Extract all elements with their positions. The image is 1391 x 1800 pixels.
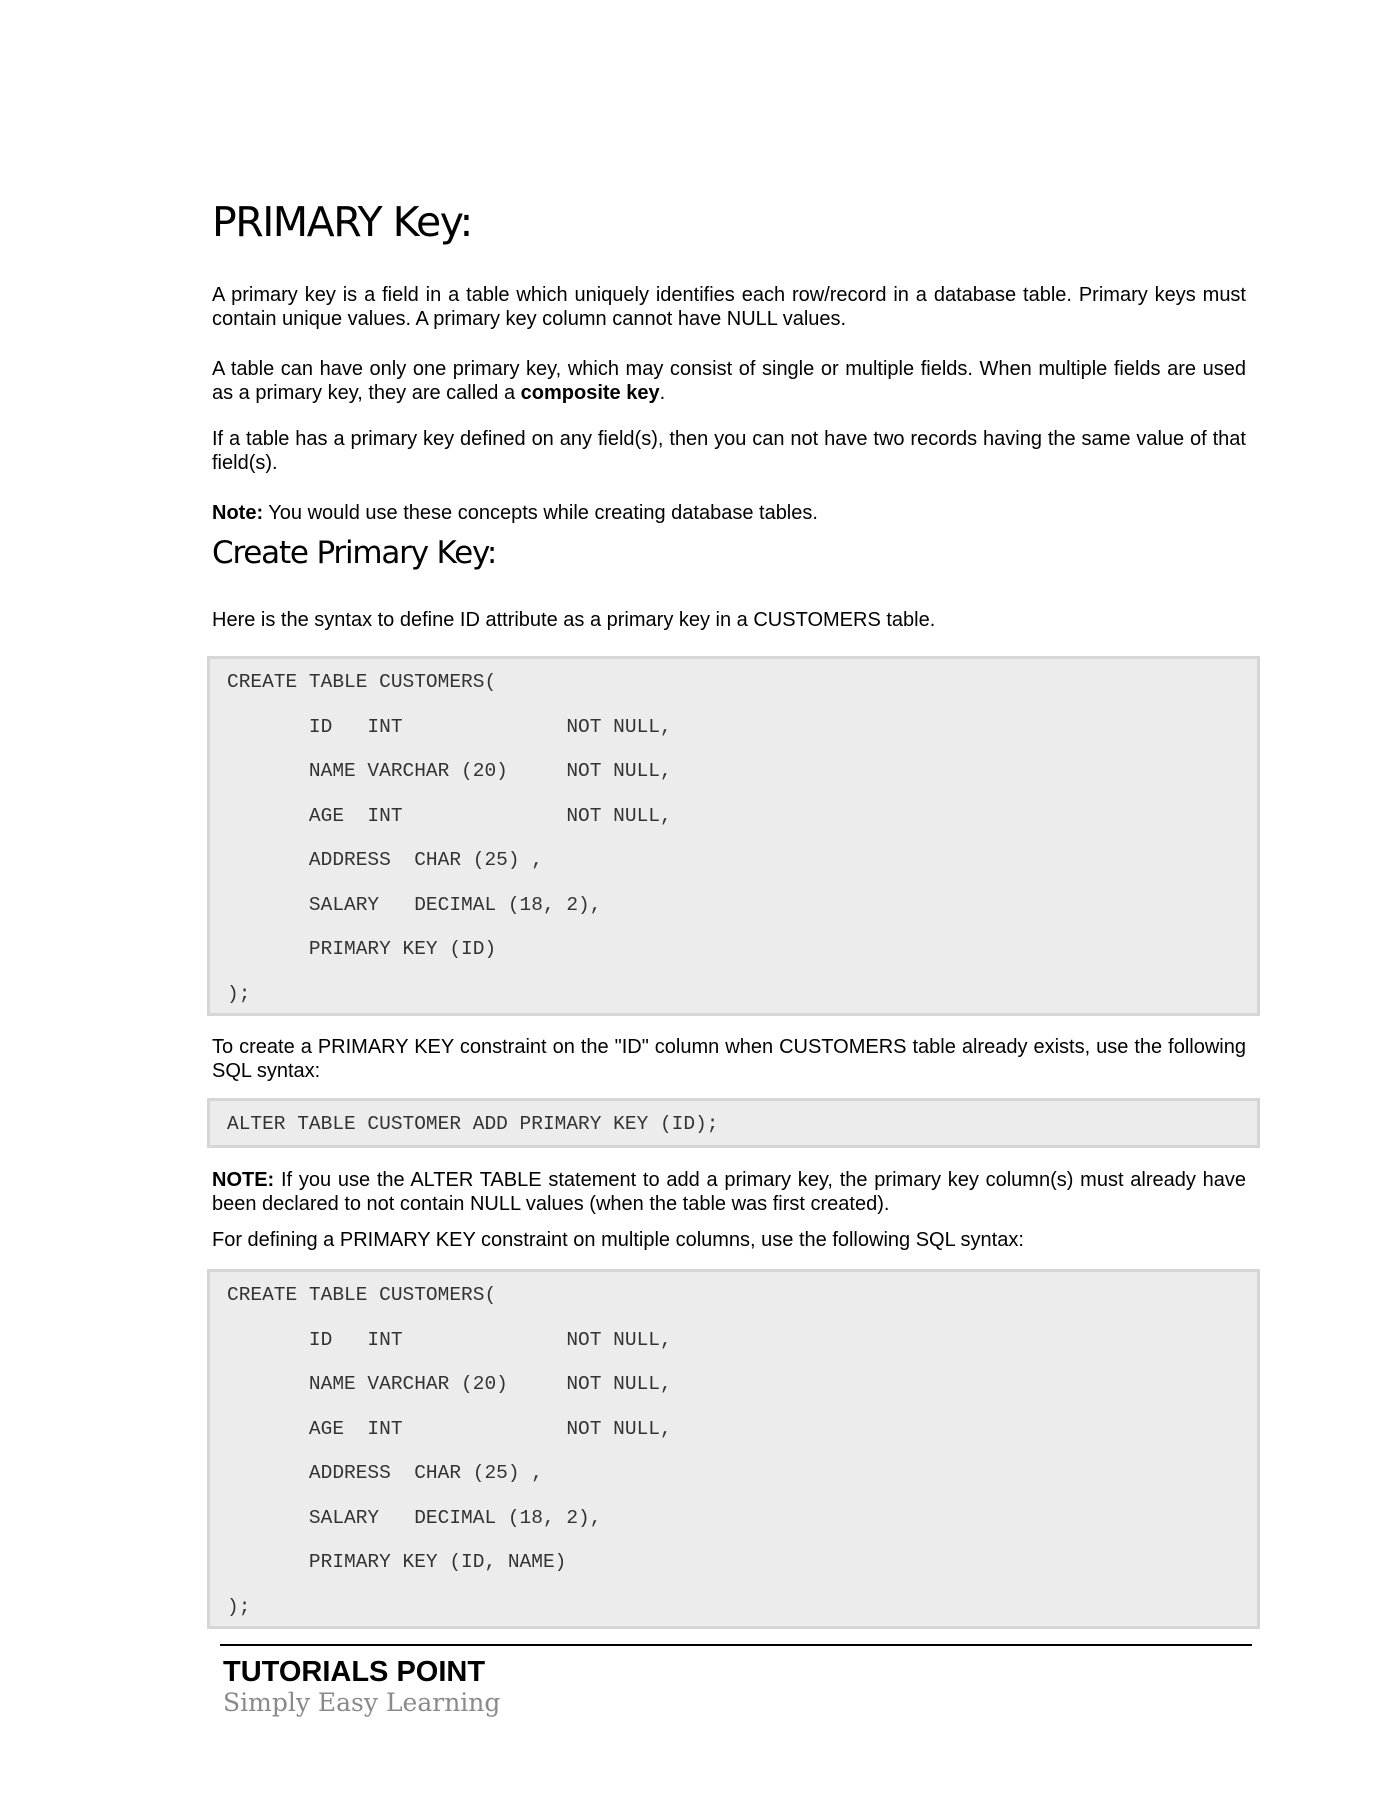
footer-brand: TUTORIALS POINT bbox=[223, 1656, 486, 1688]
code-line: PRIMARY KEY (ID, NAME) bbox=[227, 1551, 567, 1573]
footer-tagline: Simply Easy Learning bbox=[223, 1688, 501, 1717]
code-line: ); bbox=[227, 1596, 251, 1618]
alter-note-paragraph bbox=[212, 1168, 1246, 1216]
intro-paragraph-3: If a table has a primary key defined on any field(s), then you can not have two records having the same value of that field(s). bbox=[212, 428, 1246, 474]
code-line: NAME VARCHAR (20) NOT NULL, bbox=[227, 1373, 672, 1395]
page-title: PRIMARY Key: bbox=[212, 198, 472, 246]
code-line: ); bbox=[227, 983, 251, 1005]
code-block-create-table-composite bbox=[207, 1269, 1260, 1629]
code-line: CREATE TABLE CUSTOMERS( bbox=[227, 1284, 497, 1306]
note-text: You would use these concepts while creating database tables. bbox=[263, 502, 818, 524]
composite-key-term: composite key bbox=[520, 382, 660, 404]
code-line: ADDRESS CHAR (25) , bbox=[227, 1462, 543, 1484]
code-line: AGE INT NOT NULL, bbox=[227, 805, 672, 827]
intro-paragraph-1: A primary key is a field in a table which uniquely identifies each row/record in a database table. Primary keys must contain unique values. A primary key column cannot have NULL values. bbox=[212, 284, 1246, 330]
intro-paragraph-2-text: A table can have only one primary key, which may consist of single or multiple fields. When multiple fields are used as a primary key, they are called a bbox=[212, 358, 1246, 404]
note2-label: NOTE: bbox=[212, 1169, 275, 1191]
code-line: NAME VARCHAR (20) NOT NULL, bbox=[227, 760, 672, 782]
section-heading-create-primary-key: Create Primary Key: bbox=[212, 535, 497, 571]
code-line: AGE INT NOT NULL, bbox=[227, 1418, 672, 1440]
code-line: ID INT NOT NULL, bbox=[227, 716, 672, 738]
intro-paragraph-2-end: . bbox=[659, 382, 666, 404]
code-line: CREATE TABLE CUSTOMERS( bbox=[227, 671, 497, 693]
note-paragraph bbox=[212, 501, 1246, 525]
code-line: PRIMARY KEY (ID) bbox=[227, 938, 497, 960]
multi-column-intro-paragraph: For defining a PRIMARY KEY constraint on multiple columns, use the following SQL syntax: bbox=[212, 1229, 1024, 1251]
code-block-create-table bbox=[207, 656, 1260, 1016]
code-line: ID INT NOT NULL, bbox=[227, 1329, 672, 1351]
code-line: ADDRESS CHAR (25) , bbox=[227, 849, 543, 871]
code-line: ALTER TABLE CUSTOMER ADD PRIMARY KEY (ID); bbox=[227, 1113, 719, 1135]
code-line: SALARY DECIMAL (18, 2), bbox=[227, 1507, 602, 1529]
intro-paragraph-2 bbox=[212, 357, 1246, 405]
alter-intro-paragraph: To create a PRIMARY KEY constraint on the "ID" column when CUSTOMERS table already exists, use the following SQL syntax: bbox=[212, 1036, 1246, 1082]
footer-divider bbox=[220, 1644, 1252, 1646]
code-block-alter-table bbox=[207, 1098, 1260, 1148]
note-label: Note: bbox=[212, 502, 264, 524]
create-intro-paragraph: Here is the syntax to define ID attribute as a primary key in a CUSTOMERS table. bbox=[212, 609, 936, 631]
code-line: SALARY DECIMAL (18, 2), bbox=[227, 894, 602, 916]
note2-text: If you use the ALTER TABLE statement to add a primary key, the primary key column(s) must already have been declared to not contain NULL values (when the table was first created). bbox=[212, 1169, 1246, 1215]
